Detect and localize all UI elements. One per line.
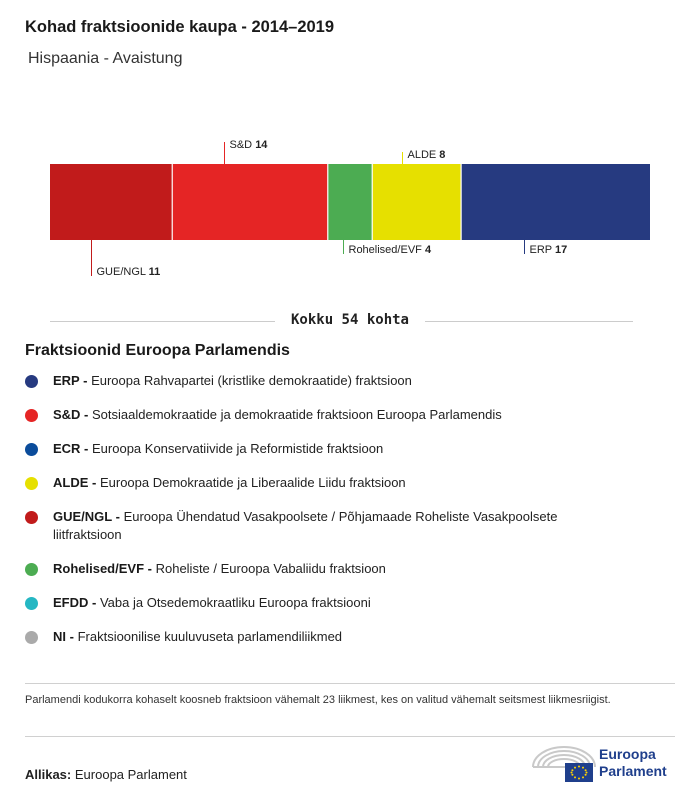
legend-abbr: NI - xyxy=(53,629,74,644)
legend-abbr: Rohelised/EVF - xyxy=(53,561,152,576)
data-label-value: 4 xyxy=(424,244,432,256)
legend-desc: Roheliste / Euroopa Vabaliidu fraktsioon xyxy=(155,561,386,576)
source-label: Allikas: xyxy=(25,767,72,782)
bar-segment-rohelised-evf xyxy=(328,164,372,240)
data-label-alde xyxy=(408,149,446,161)
legend-dot-gue-ngl xyxy=(25,511,38,524)
legend-desc: Euroopa Ühendatud Vasakpoolsete / Põhjamaade Roheliste Vasakpoolsete liitfraktsioon xyxy=(53,509,558,542)
stacked-bar-chart xyxy=(0,130,700,290)
legend-item-greens-efa xyxy=(25,560,625,594)
logo-line-2: Parlament xyxy=(599,763,667,779)
european-parliament-logo xyxy=(531,743,681,785)
legend-dot-ecr xyxy=(25,443,38,456)
logo-line-1: Euroopa xyxy=(599,746,656,762)
data-label-gue-ngl xyxy=(97,266,161,278)
bar-segment-erp xyxy=(461,164,650,240)
legend-dot-alde xyxy=(25,477,38,490)
legend-desc: Fraktsioonilise kuuluvuseta parlamendiliikmed xyxy=(77,629,343,644)
data-label-name: ALDE xyxy=(407,149,440,161)
legend-item-sd xyxy=(25,406,625,440)
legend-desc: Euroopa Rahvapartei (kristlike demokraatide) fraktsioon xyxy=(91,373,412,388)
bar-segment-gue-ngl xyxy=(50,164,172,240)
legend-abbr: ECR - xyxy=(53,441,89,456)
legend-dot-erp xyxy=(25,375,38,388)
source-value: Euroopa Parlament xyxy=(74,767,187,782)
data-label-name: ERP xyxy=(529,244,555,256)
legend-item-efdd xyxy=(25,594,625,628)
legend-item-ecr xyxy=(25,440,625,474)
data-label-name: GUE/NGL xyxy=(96,266,149,278)
legend-dot-sd xyxy=(25,409,38,422)
chart-subtitle: Hispaania - Avaistung xyxy=(28,50,183,67)
legend-abbr: ALDE - xyxy=(53,475,97,490)
legend-desc: Euroopa Konservatiivide ja Reformistide fraktsioon xyxy=(92,441,384,456)
legend-abbr: EFDD - xyxy=(53,595,97,610)
legend-desc: Euroopa Demokraatide ja Liberaalide Liidu fraktsioon xyxy=(99,475,406,490)
footnote: Parlamendi kodukorra kohaselt koosneb fraktsioon vähemalt 23 liikmest, kes on valitud vähemalt seitsmest liikmesriigist. xyxy=(25,694,611,706)
data-label-value: 11 xyxy=(148,266,161,278)
legend-desc: Sotsiaaldemokraatide ja demokraatide fraktsioon Euroopa Parlamendis xyxy=(92,407,502,422)
bar-segment-s-d xyxy=(172,164,328,240)
footnote-divider-bottom xyxy=(25,736,675,737)
total-divider-left xyxy=(50,321,275,322)
legend-dot-greens-efa xyxy=(25,563,38,576)
legend-item-gue-ngl xyxy=(25,508,625,560)
chart-title: Kohad fraktsioonide kaupa - 2014–2019 xyxy=(25,18,335,36)
data-label-rohelised-evf xyxy=(349,244,432,256)
legend-abbr: S&D - xyxy=(53,407,89,422)
total-divider-right xyxy=(425,321,633,322)
data-label-erp xyxy=(530,244,568,256)
source-line xyxy=(25,767,187,782)
data-label-value: 14 xyxy=(255,139,268,151)
legend-abbr: GUE/NGL - xyxy=(53,509,120,524)
footnote-divider-top xyxy=(25,683,675,684)
legend-abbr: ERP - xyxy=(53,373,88,388)
data-label-value: 8 xyxy=(439,149,446,161)
legend-dot-efdd xyxy=(25,597,38,610)
data-label-name: Rohelised/EVF xyxy=(348,244,425,256)
bar-segment-alde xyxy=(372,164,461,240)
legend-item-alde xyxy=(25,474,625,508)
data-label-value: 17 xyxy=(554,244,568,256)
data-label-name: S&D xyxy=(229,139,256,151)
legend-item-erp xyxy=(25,372,625,406)
european-parliament-hemicycle-icon xyxy=(531,743,597,785)
legend-desc: Vaba ja Otsedemokraatliku Euroopa fraktsiooni xyxy=(99,595,371,610)
legend xyxy=(25,372,625,662)
data-label-s-d xyxy=(230,139,269,151)
legend-dot-ni xyxy=(25,631,38,644)
total-seats-label: Kokku 54 kohta xyxy=(290,312,409,328)
legend-item-ni xyxy=(25,628,625,662)
legend-title: Fraktsioonid Euroopa Parlamendis xyxy=(25,342,290,359)
